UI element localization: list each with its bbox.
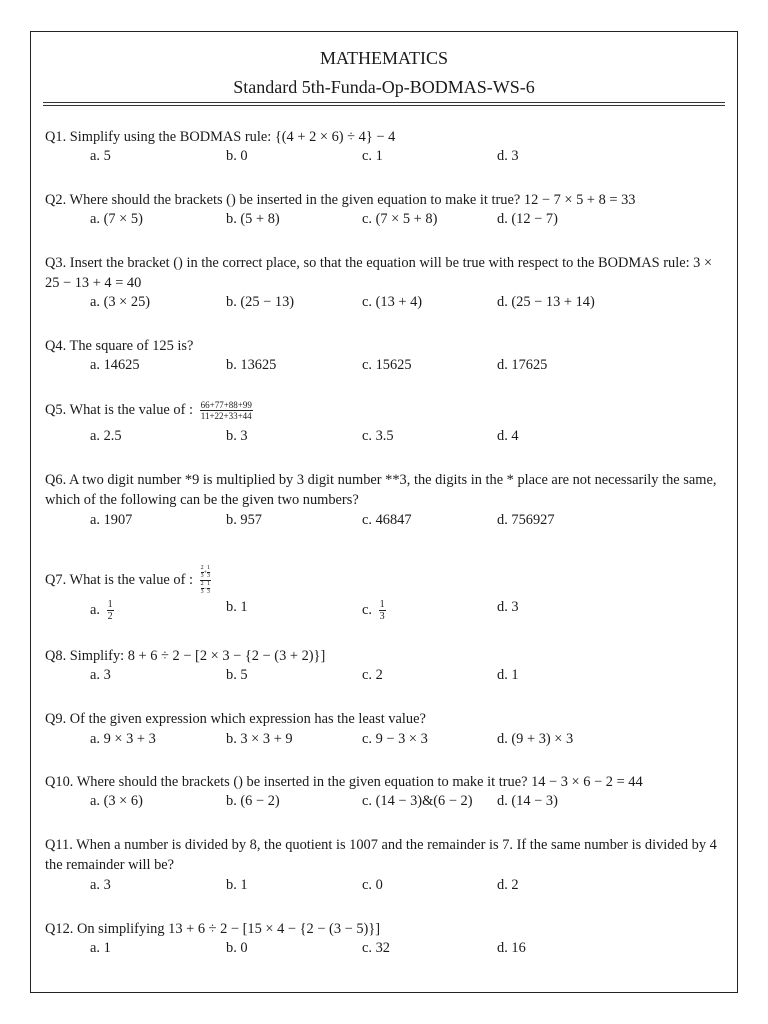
mini-num: 1 (207, 581, 211, 587)
fraction-denominator: 3 (379, 611, 385, 622)
option-c: c. 46847 (362, 512, 412, 528)
option-a: a. 14625 (90, 357, 140, 373)
option-a: a. 2.5 (90, 428, 122, 444)
option-a: a. (3 × 25) (90, 294, 151, 310)
option-b: b. 1 (226, 599, 248, 615)
option-c: c. (7 × 5 + 8) (362, 211, 438, 227)
complex-fraction-top (200, 565, 211, 581)
options-8 (90, 667, 730, 687)
option-d: d. (9 + 3) × 3 (497, 731, 574, 747)
options-9 (90, 731, 730, 751)
question-5 (45, 400, 725, 421)
option-d: d. 17625 (497, 357, 548, 373)
option-a-label: a. (90, 601, 100, 618)
option-c (362, 599, 386, 622)
option-c-label: c. (362, 601, 372, 618)
option-d: d. 3 (497, 148, 519, 164)
complex-fraction-bottom (201, 581, 210, 596)
option-b: b. 13625 (226, 357, 277, 373)
options-4 (90, 357, 730, 377)
header-divider-second (43, 105, 725, 106)
option-b: b. 5 (226, 667, 248, 683)
option-c-fraction (379, 599, 386, 622)
option-d: d. 16 (497, 940, 526, 956)
options-12 (90, 940, 730, 960)
fraction-numerator: 1 (107, 599, 113, 610)
option-b: b. 0 (226, 940, 248, 956)
options-5 (90, 428, 730, 448)
option-a: a. 3 (90, 877, 111, 893)
mini-num: 1 (207, 565, 211, 571)
option-a: a. 9 × 3 + 3 (90, 731, 156, 747)
option-b: b. 957 (226, 512, 262, 528)
question-4: Q4. The square of 125 is? (45, 338, 194, 354)
option-c: c. 9 − 3 × 3 (362, 731, 428, 747)
options-11 (90, 877, 730, 897)
fraction (200, 400, 253, 421)
question-7-text: Q7. What is the value of : (45, 571, 194, 588)
option-c: c. 2 (362, 667, 383, 683)
options-10 (90, 793, 730, 813)
option-a: a. 5 (90, 148, 111, 164)
option-d: d. 4 (497, 428, 519, 444)
question-1: Q1. Simplify using the BODMAS rule: {(4 + 2 × 6) ÷ 4} − 4 (45, 129, 396, 145)
fraction-numerator: 1 (379, 599, 385, 610)
header-divider (43, 102, 725, 103)
option-c: c. (13 + 4) (362, 294, 423, 310)
mini-num: 2 (200, 581, 204, 587)
option-d: d. (14 − 3) (497, 793, 558, 809)
mini-den: 3 (200, 589, 204, 595)
complex-fraction (200, 565, 211, 596)
option-b: b. (5 + 8) (226, 211, 280, 227)
option-d: d. 3 (497, 599, 519, 615)
mini-den: 3 (200, 573, 204, 579)
options-6 (90, 512, 730, 532)
option-b: b. (25 − 13) (226, 294, 295, 310)
fraction-denominator: 11+22+33+44 (200, 411, 252, 422)
mini-den: 3 (207, 573, 211, 579)
subject-title: MATHEMATICS (319, 48, 448, 68)
question-12: Q12. On simplifying 13 + 6 ÷ 2 − [15 × 4 − {2 − (3 − 5)}] (45, 921, 381, 937)
mini-num: 2 (200, 565, 204, 571)
options-2 (90, 211, 730, 231)
option-a (90, 599, 114, 622)
option-c: c. (14 − 3)&(6 − 2) (362, 793, 473, 809)
option-d: d. 756927 (497, 512, 555, 528)
mini-den: 3 (207, 589, 211, 595)
question-7 (45, 565, 725, 596)
question-8: Q8. Simplify: 8 + 6 ÷ 2 − [2 × 3 − {2 − (3 + 2)}] (45, 648, 326, 664)
options-7 (90, 599, 730, 622)
option-d: d. 2 (497, 877, 519, 893)
option-a: a. 1907 (90, 512, 133, 528)
option-d: d. (25 − 13 + 14) (497, 294, 595, 310)
option-b: b. 1 (226, 877, 248, 893)
mini-fraction (207, 581, 210, 596)
option-a-fraction (107, 599, 114, 622)
question-3: Q3. Insert the bracket () in the correct place, so that the equation will be true with respect to the BODMAS rule: 3 × 25 − 13 + 4 = 40 (45, 255, 713, 291)
option-a: a. 1 (90, 940, 111, 956)
option-d: d. (12 − 7) (497, 211, 558, 227)
option-a: a. (3 × 6) (90, 793, 143, 809)
option-c: c. 1 (362, 148, 383, 164)
operator: + (203, 569, 208, 576)
question-10: Q10. Where should the brackets () be inserted in the given equation to make it true? 14 − 3 × 6 − 2 = 44 (45, 774, 643, 790)
option-b: b. 3 (226, 428, 248, 444)
option-c: c. 15625 (362, 357, 412, 373)
worksheet-title: Standard 5th-Funda-Op-BODMAS-WS-6 (233, 77, 535, 97)
question-5-text: Q5. What is the value of : (45, 402, 194, 418)
option-c: c. 3.5 (362, 428, 394, 444)
question-9: Q9. Of the given expression which expression has the least value? (45, 711, 426, 727)
question-6: Q6. A two digit number *9 is multiplied by 3 digit number **3, the digits in the * place are not necessarily the same, which of the following can be the given two numbers? (45, 472, 717, 508)
question-11: Q11. When a number is divided by 8, the quotient is 1007 and the remainder is 7. If the same number is divided by 4 the remainder will be? (45, 837, 717, 873)
options-3 (90, 294, 730, 314)
mini-fraction (207, 565, 210, 580)
option-c: c. 0 (362, 877, 383, 893)
question-2: Q2. Where should the brackets () be inserted in the given equation to make it true? 12 − 7 × 5 + 8 = 33 (45, 192, 636, 208)
option-d: d. 1 (497, 667, 519, 683)
operator: − (203, 585, 208, 592)
option-a: a. (7 × 5) (90, 211, 143, 227)
fraction-numerator: 66+77+88+99 (200, 400, 252, 411)
option-b: b. (6 − 2) (226, 793, 280, 809)
option-a: a. 3 (90, 667, 111, 683)
option-b: b. 0 (226, 148, 248, 164)
fraction-denominator: 2 (107, 611, 113, 622)
options-1 (90, 148, 730, 168)
option-b: b. 3 × 3 + 9 (226, 731, 293, 747)
option-c: c. 32 (362, 940, 390, 956)
